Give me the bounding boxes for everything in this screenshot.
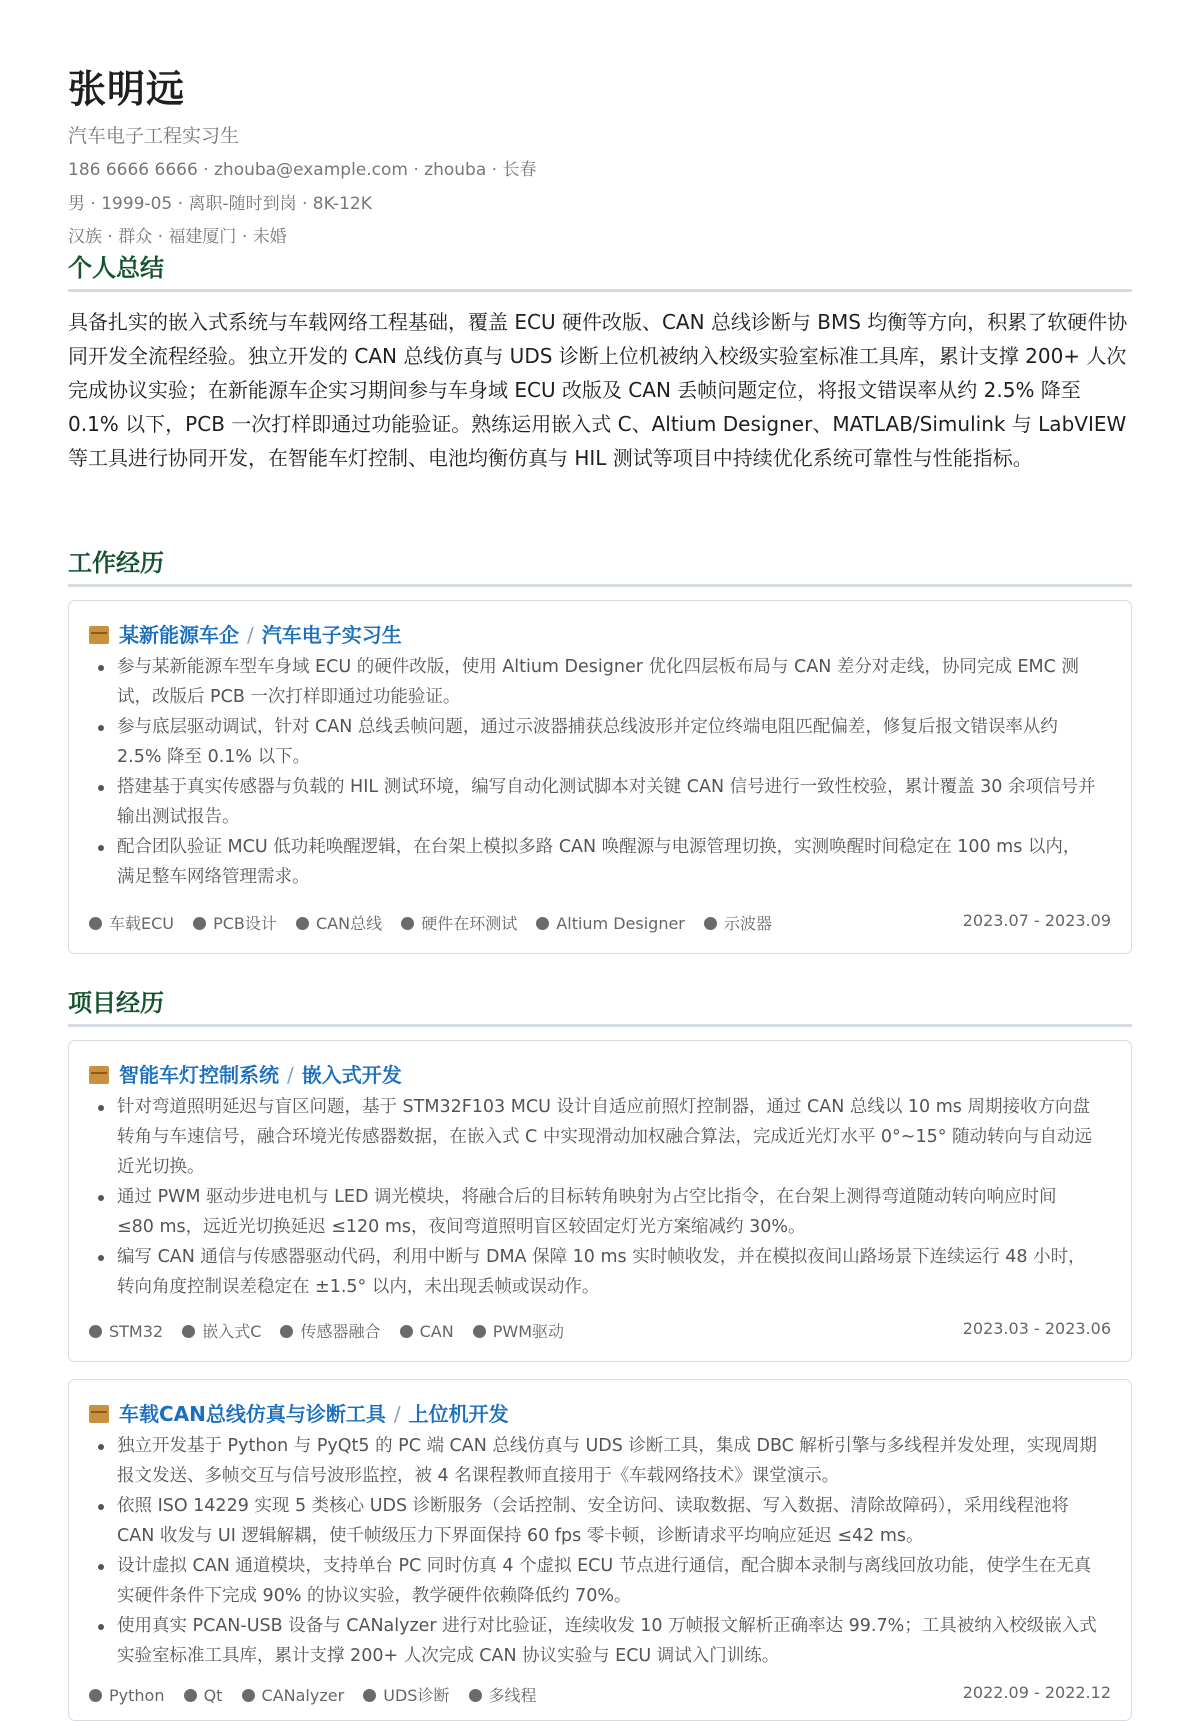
project-bullets: [97, 1431, 1097, 1671]
contact-line: 186 6666 6666 · zhouba@example.com · zhouba · 长春: [68, 160, 537, 180]
project-period: 2022.09 - 2022.12: [962, 1683, 1111, 1702]
skill-tag: UDS诊断: [363, 1683, 449, 1706]
header-separator: /: [247, 623, 254, 647]
project-card: [68, 1379, 1132, 1721]
tag-list: [89, 1683, 551, 1706]
project-card: [68, 1040, 1132, 1362]
basics-line: 男 · 1999-05 · 离职-随时到岗 · 8K-12K: [68, 194, 372, 214]
project-name: 车载CAN总线仿真与诊断工具: [119, 1402, 386, 1426]
personal-line: 汉族 · 群众 · 福建厦门 · 未婚: [68, 227, 287, 247]
header-separator: /: [393, 1402, 401, 1426]
skill-tag: 硬件在环测试: [401, 911, 517, 934]
dot-icon: [182, 1325, 195, 1338]
skill-tag: CAN总线: [296, 911, 382, 934]
tag-list: [89, 1319, 578, 1342]
header-separator: /: [287, 1063, 294, 1087]
work-card-header: [89, 619, 402, 648]
dot-icon: [401, 917, 414, 930]
job-title: 汽车电子工程实习生: [68, 125, 240, 147]
dot-icon: [242, 1689, 255, 1702]
dot-icon: [89, 917, 102, 930]
section-divider: [68, 289, 1132, 292]
list-item: 编写 CAN 通信与传感器驱动代码，利用中断与 DMA 保障 10 ms 实时帧收发，并在模拟夜间山路场景下连续运行 48 小时，转向角度控制误差稳定在 ±1.5° 以内，未出现丢帧或误动作。: [97, 1242, 1097, 1302]
work-card: [68, 600, 1132, 954]
company-name: 某新能源车企: [119, 623, 239, 647]
dot-icon: [473, 1325, 486, 1338]
dot-icon: [363, 1689, 376, 1702]
dot-icon: [296, 917, 309, 930]
package-icon: [89, 626, 109, 644]
dot-icon: [89, 1325, 102, 1338]
dot-icon: [184, 1689, 197, 1702]
skill-tag: PWM驱动: [473, 1319, 564, 1342]
section-divider: [68, 1024, 1132, 1027]
skill-tag: 嵌入式C: [182, 1319, 261, 1342]
project-card-header: [89, 1059, 402, 1088]
dot-icon: [469, 1689, 482, 1702]
dot-icon: [280, 1325, 293, 1338]
skill-tag: 传感器融合: [280, 1319, 380, 1342]
list-item: 独立开发基于 Python 与 PyQt5 的 PC 端 CAN 总线仿真与 UDS 诊断工具，集成 DBC 解析引擎与多线程并发处理，实现周期报文发送、多帧交互与信号波形监控，被 4 名课程教师直接用于《车载网络技术》课堂演示。: [97, 1431, 1097, 1491]
dot-icon: [536, 917, 549, 930]
skill-tag: Qt: [184, 1686, 223, 1705]
role-name: 上位机开发: [408, 1402, 509, 1426]
list-item: 针对弯道照明延迟与盲区问题，基于 STM32F103 MCU 设计自适应前照灯控制器，通过 CAN 总线以 10 ms 周期接收方向盘转角与车速信号，融合环境光传感器数据，在嵌入式 C 中实现滑动加权融合算法，完成近光灯水平 0°~15° 随动转向与自动远近光切换。: [97, 1092, 1097, 1182]
role-name: 汽车电子实习生: [261, 623, 402, 647]
dot-icon: [704, 917, 717, 930]
package-icon: [89, 1405, 109, 1423]
work-period: 2023.07 - 2023.09: [962, 911, 1111, 930]
project-bullets: [97, 1092, 1097, 1302]
candidate-name: 张明远: [68, 67, 186, 111]
project-card-header: [89, 1398, 509, 1427]
list-item: 依照 ISO 14229 实现 5 类核心 UDS 诊断服务（会话控制、安全访问、读取数据、写入数据、清除故障码），采用线程池将 CAN 收发与 UI 逻辑解耦，使千帧级压力下界面保持 60 fps 零卡顿，诊断请求平均响应延迟 ≤42 ms。: [97, 1491, 1097, 1551]
tag-list: [89, 911, 786, 934]
dot-icon: [400, 1325, 413, 1338]
list-item: 参与底层驱动调试，针对 CAN 总线丢帧问题，通过示波器捕获总线波形并定位终端电阻匹配偏差，修复后报文错误率从约 2.5% 降至 0.1% 以下。: [97, 712, 1097, 772]
list-item: 参与某新能源车型车身域 ECU 的硬件改版，使用 Altium Designer 优化四层板布局与 CAN 差分对走线，协同完成 EMC 测试，改版后 PCB 一次打样即通过功能验证。: [97, 652, 1097, 712]
skill-tag: 示波器: [704, 911, 772, 934]
dot-icon: [89, 1689, 102, 1702]
summary-text: 具备扎实的嵌入式系统与车载网络工程基础，覆盖 ECU 硬件改版、CAN 总线诊断与 BMS 均衡等方向，积累了软硬件协同开发全流程经验。独立开发的 CAN 总线仿真与 UDS 诊断上位机被纳入校级实验室标准工具库，累计支撑 200+ 人次完成协议实验；在新能源车企实习期间参与车身域 ECU 改版及 CAN 丢帧问题定位，将报文错误率从约 2.5% 降至 0.1% 以下，PCB 一次打样即通过功能验证。熟练运用嵌入式 C、Altium Designer、MATLAB/Simulink 与 LabVIEW 等工具进行协同开发，在智能车灯控制、电池均衡仿真与 HIL 测试等项目中持续优化系统可靠性与性能指标。: [68, 310, 1128, 470]
work-heading: 工作经历: [68, 549, 164, 577]
skill-tag: 多线程: [469, 1683, 537, 1706]
section-divider: [68, 584, 1132, 587]
summary-heading: 个人总结: [68, 254, 164, 282]
skill-tag: 车载ECU: [89, 911, 174, 934]
project-name: 智能车灯控制系统: [119, 1063, 279, 1087]
skill-tag: Altium Designer: [536, 914, 685, 933]
skill-tag: Python: [89, 1686, 164, 1705]
list-item: 通过 PWM 驱动步进电机与 LED 调光模块，将融合后的目标转角映射为占空比指令，在台架上测得弯道随动转向响应时间 ≤80 ms，远近光切换延迟 ≤120 ms，夜间弯道照明盲区较固定灯光方案缩减约 30%。: [97, 1182, 1097, 1242]
work-bullets: [97, 652, 1097, 892]
project-period: 2023.03 - 2023.06: [962, 1319, 1111, 1338]
list-item: 搭建基于真实传感器与负载的 HIL 测试环境，编写自动化测试脚本对关键 CAN 信号进行一致性校验，累计覆盖 30 余项信号并输出测试报告。: [97, 772, 1097, 832]
skill-tag: CANalyzer: [242, 1686, 345, 1705]
package-icon: [89, 1066, 109, 1084]
list-item: 使用真实 PCAN-USB 设备与 CANalyzer 进行对比验证，连续收发 10 万帧报文解析正确率达 99.7%；工具被纳入校级嵌入式实验室标准工具库，累计支撑 200+ 人次完成 CAN 协议实验与 ECU 调试入门训练。: [97, 1611, 1097, 1671]
role-name: 嵌入式开发: [301, 1063, 402, 1087]
skill-tag: PCB设计: [193, 911, 277, 934]
dot-icon: [193, 917, 206, 930]
list-item: 配合团队验证 MCU 低功耗唤醒逻辑，在台架上模拟多路 CAN 唤醒源与电源管理切换，实测唤醒时间稳定在 100 ms 以内，满足整车网络管理需求。: [97, 832, 1097, 892]
list-item: 设计虚拟 CAN 通道模块，支持单台 PC 同时仿真 4 个虚拟 ECU 节点进行通信，配合脚本录制与离线回放功能，使学生在无真实硬件条件下完成 90% 的协议实验，教学硬件依赖降低约 70%。: [97, 1551, 1097, 1611]
projects-heading: 项目经历: [68, 989, 164, 1017]
skill-tag: CAN: [400, 1322, 454, 1341]
skill-tag: STM32: [89, 1322, 163, 1341]
